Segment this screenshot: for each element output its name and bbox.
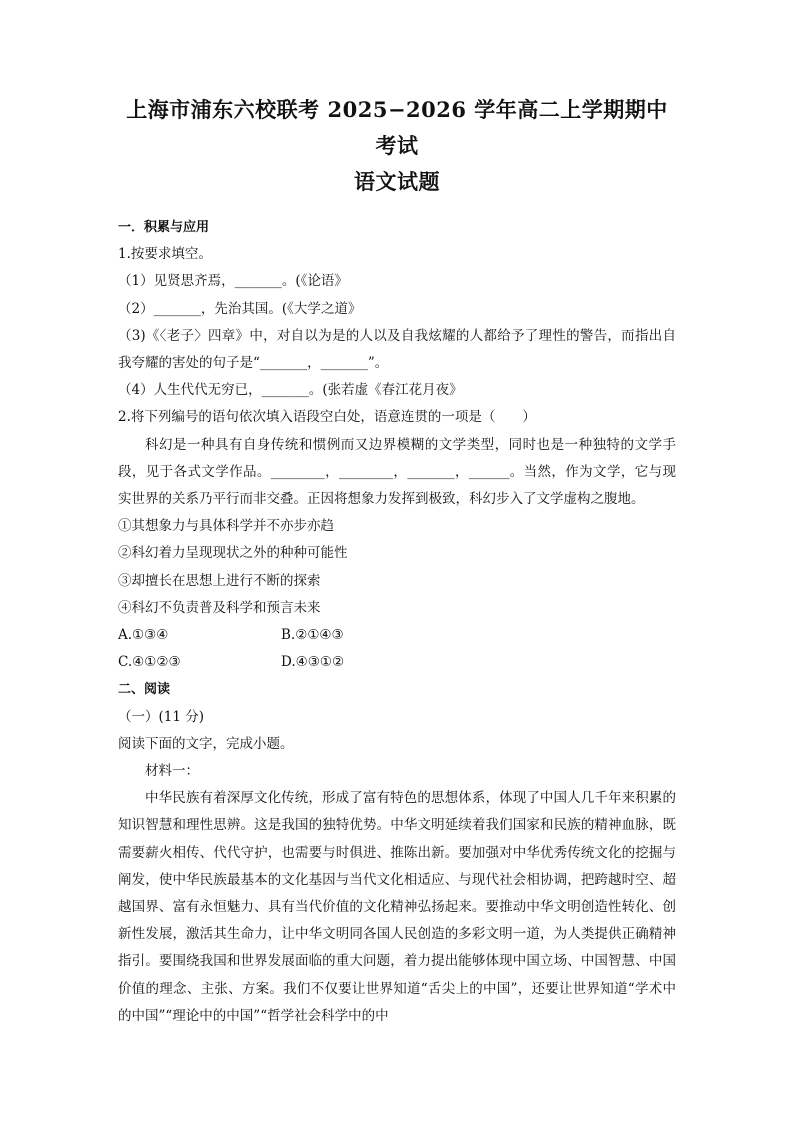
question-2-passage: 科幻是一种具有自身传统和惯例而又边界模糊的文学类型，同时也是一种独特的文学手段，见于各式文学作品。________，________，_______，______。当然，作为文学，它与现实世界的关系乃平行而非交叠。正因将想象力发挥到极致，科幻步入了文学虚构之腹地。	[118, 436, 676, 508]
sentence-option-4: ④科幻不负责普及科学和预言未来	[118, 599, 321, 616]
section-heading-accumulation: 一．积累与应用	[118, 220, 210, 235]
answer-option-d: D.④③①②	[281, 654, 345, 671]
answer-option-c: C.④①②③	[118, 654, 181, 671]
sentence-option-2: ②科幻着力呈现现状之外的种种可能性	[118, 545, 348, 562]
question-1-item-4: （4）人生代代无穷已，_______。(张若虚《春江花月夜》	[118, 382, 463, 399]
answer-options-row-2	[118, 649, 676, 676]
question-1-item-3: （3)《〈老子〉四章》中，对自以为是的人以及自我炫耀的人都给予了理性的警告，而指出自我夸耀的害处的句子是“_______，_______”。	[118, 327, 676, 372]
question-1-item-2: （2）_______，先治其国。(《大学之道》	[118, 300, 362, 317]
reading-instruction: 阅读下面的文字，完成小题。	[118, 735, 294, 752]
question-1-item-1: （1）见贤思齐焉，_______。(《论语》	[118, 273, 348, 290]
question-1-stem: 1.按要求填空。	[118, 246, 212, 263]
answer-option-b: B.②①④③	[281, 627, 344, 644]
sentence-option-1: ①其想象力与具体科学并不亦步亦趋	[118, 518, 334, 535]
answer-option-a: A.①③④	[118, 627, 169, 644]
material-label: 材料一：	[145, 763, 199, 780]
sentence-option-3: ③却擅长在思想上进行不断的探索	[118, 572, 321, 589]
question-2-stem: 2.将下列编号的语句依次填入语段空白处，语意连贯的一项是（ ）	[118, 409, 536, 426]
exam-subtitle: 语文试题	[354, 169, 440, 194]
material-text: 中华民族有着深厚文化传统，形成了富有特色的思想体系，体现了中国人几千年来积累的知识智慧和理性思辨。这是我国的独特优势。中华文明延续着我们国家和民族的精神血脉，既需要薪火相传、代代守护，也需要与时俱进、推陈出新。要加强对中华优秀传统文化的挖掘与阐发，使中华民族最基本的文化基因与当代文化相适应、与现代社会相协调，把跨越时空、超越国界、富有永恒魅力、具有当代价值的文化精神弘扬起来。要推动中华文明创造性转化、创新性发展，激活其生命力，让中华文明同各国人民创造的多彩文明一道，为人类提供正确精神指引。要围绕我国和世界发展面临的重大问题，着力提出能够体现中国立场、中国智慧、中国价值的理念、主张、方案。我们不仅要让世界知道“舌尖上的中国”，还要让世界知道“学术中的中国”“理论中的中国”“哲学社会科学中的中	[118, 790, 676, 1024]
section-heading-reading: 二、阅读	[118, 682, 171, 698]
exam-title: 上海市浦东六校联考 2025−2026 学年高二上学期期中考试	[126, 97, 668, 158]
reading-part-1-label: （一）(11 分)	[118, 708, 205, 725]
answer-options-row-1	[118, 622, 676, 649]
